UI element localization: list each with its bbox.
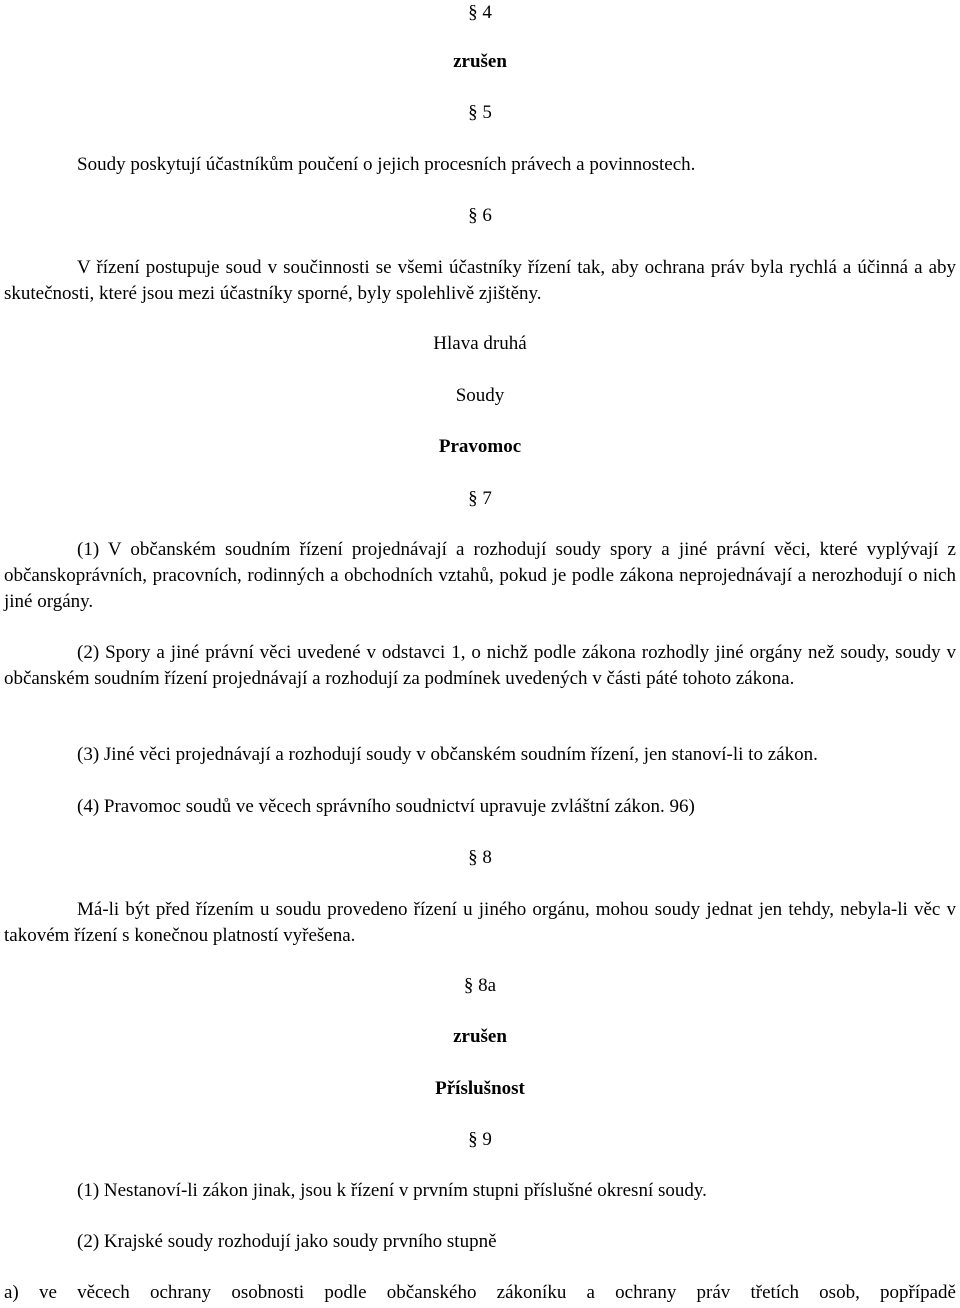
section-8-heading: § 8: [468, 847, 492, 868]
section-5-text: Soudy poskytují účastníkům poučení o jejich procesních právech a povinnostech.: [77, 154, 696, 175]
section-9-paragraph-2-item-a: a) ve věcech ochrany osobnosti podle občanského zákoníku a ochrany práv třetích osob, popřípadě: [4, 1282, 956, 1303]
section-7-paragraph-2: (2) Spory a jiné právní věci uvedené v odstavci 1, o nichž podle zákona rozhodly jiné orgány než soudy, soudy v občanském soudním řízení projednávají a rozhodují za podmínek uvedených v části páté tohoto zákona.: [4, 642, 956, 689]
section-7-paragraph-1: (1) V občanském soudním řízení projednávají a rozhodují soudy spory a jiné právní věci, které vyplývají z občanskoprávních, pracovních, rodinných a obchodních vztahů, pokud je podle zákona neprojednávají a nerozhodují o nich jiné orgány.: [4, 539, 956, 612]
section-4-heading: § 4: [468, 2, 492, 23]
chapter-heading-pravomoc: Pravomoc: [438, 436, 522, 457]
section-7-paragraph-4: (4) Pravomoc soudů ve věcech správního soudnictví upravuje zvláštní zákon. 96): [77, 796, 695, 817]
section-8-text: Má-li být před řízením u soudu provedeno řízení u jiného orgánu, mohou soudy jednat jen tehdy, nebyla-li věc v takovém řízení s konečnou platností vyřešena.: [4, 899, 956, 946]
chapter-heading-prislusnost: Příslušnost: [435, 1078, 525, 1099]
section-8a-heading: § 8a: [463, 975, 497, 996]
section-7-heading: § 7: [468, 488, 492, 509]
part-title: Soudy: [455, 385, 505, 406]
section-4-status: zrušen: [453, 51, 507, 72]
section-8a-status: zrušen: [453, 1026, 507, 1047]
section-6-text: V řízení postupuje soud v součinnosti se všemi účastníky řízení tak, aby ochrana práv byla rychlá a účinná a aby skutečnosti, které jsou mezi účastníky sporné, byly spolehlivě zjištěny.: [4, 257, 956, 304]
section-7-paragraph-3: (3) Jiné věci projednávají a rozhodují soudy v občanském soudním řízení, jen stanoví-li to zákon.: [77, 744, 818, 765]
section-9-paragraph-1: (1) Nestanoví-li zákon jinak, jsou k řízení v prvním stupni příslušné okresní soudy.: [77, 1180, 707, 1201]
section-5-heading: § 5: [468, 102, 492, 123]
section-6-heading: § 6: [468, 205, 492, 226]
section-9-paragraph-2: (2) Krajské soudy rozhodují jako soudy prvního stupně: [77, 1231, 497, 1252]
section-9-heading: § 9: [468, 1129, 492, 1150]
part-heading: Hlava druhá: [433, 333, 527, 354]
